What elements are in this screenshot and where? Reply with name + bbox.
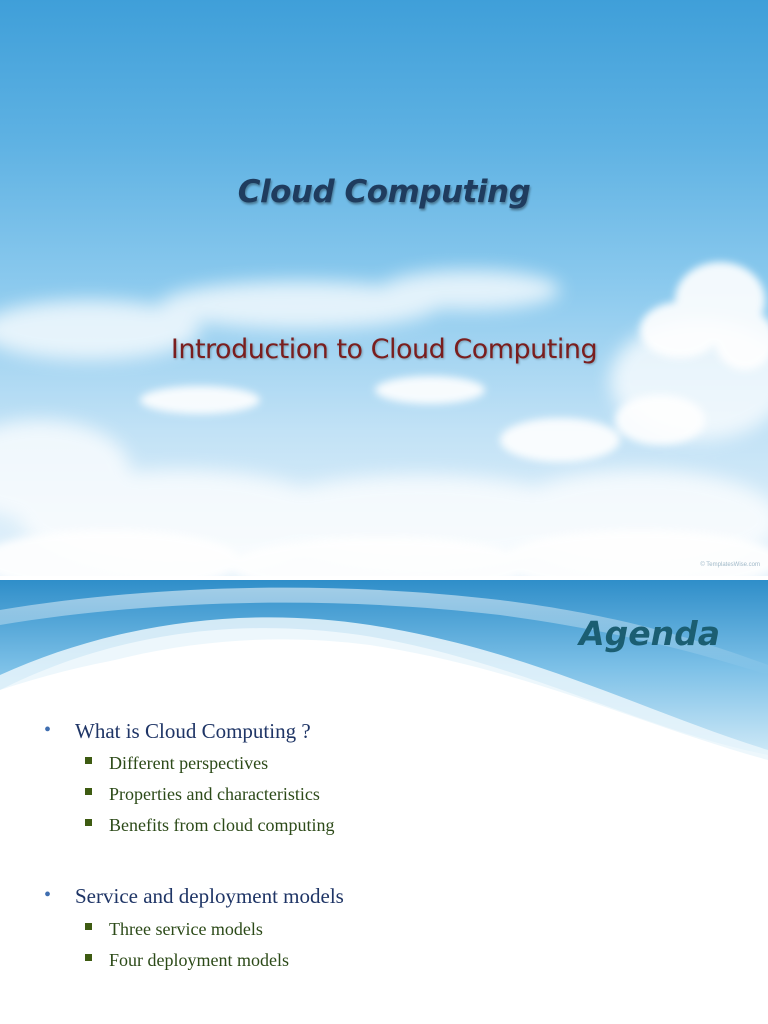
square-bullet-icon	[85, 819, 92, 826]
square-bullet-icon	[85, 923, 92, 930]
agenda-heading: Agenda	[579, 614, 720, 653]
bullet-label: Properties and characteristics	[109, 784, 320, 804]
bullet-label: Different perspectives	[109, 753, 269, 773]
bullet-label: Service and deployment models	[75, 884, 344, 908]
slide-subtitle: Introduction to Cloud Computing	[170, 334, 598, 365]
round-bullet-icon: •	[44, 884, 52, 906]
watermark: © TemplatesWise.com	[700, 562, 760, 568]
square-bullet-icon	[85, 757, 92, 764]
bullet-label: Three service models	[109, 919, 263, 939]
bullet-label: Four deployment models	[109, 950, 289, 970]
round-bullet-icon: •	[44, 719, 52, 741]
slide-title: Cloud Computing	[237, 174, 531, 210]
bullet-label: Benefits from cloud computing	[109, 815, 335, 835]
wave-decoration	[0, 580, 768, 780]
square-bullet-icon	[85, 954, 92, 961]
agenda-slide	[0, 580, 768, 1024]
bullet-label: What is Cloud Computing ?	[75, 719, 311, 743]
square-bullet-icon	[85, 788, 92, 795]
